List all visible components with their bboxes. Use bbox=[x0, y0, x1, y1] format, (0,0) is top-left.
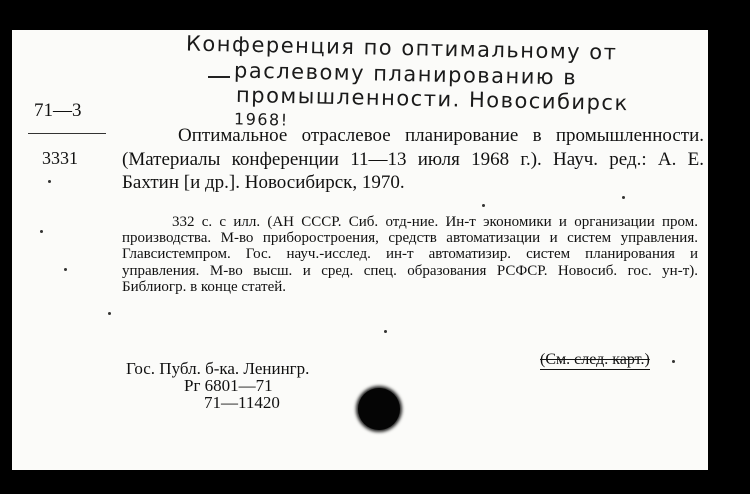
handwritten-note-line-4: 1968! bbox=[233, 109, 289, 130]
physical-description bbox=[122, 214, 698, 295]
speck bbox=[482, 204, 485, 207]
speck bbox=[48, 180, 51, 183]
classification-rule bbox=[28, 133, 106, 134]
classification-code: 71—3 bbox=[34, 100, 82, 121]
speck bbox=[64, 268, 67, 271]
handwritten-note-line-2: раслевому планированию в bbox=[233, 58, 578, 90]
continuation-note: (См. след. карт.) bbox=[540, 351, 650, 368]
handwritten-dash bbox=[208, 76, 230, 78]
speck bbox=[108, 312, 111, 315]
speck bbox=[672, 360, 675, 363]
main-entry bbox=[122, 124, 704, 195]
physical-description-text: 332 с. с илл. (АН СССР. Сиб. отд-ние. Ин-т экономики и организации пром. производства. М-во приборостроения, средств автоматизации и систем управления. Главсистемпром. Гос. науч.-исслед. ин-т автоматизир. систем планирования и управления. М-во высш. и сред. спец. образования РСФСР. Новосиб. гос. ун-т). Библиогр. в конце статей. bbox=[122, 214, 698, 295]
library-stamp bbox=[126, 360, 309, 411]
main-entry-text: Оптимальное отраслевое планирование в промышленности. (Материалы конференции 11—13 июля 1968 г.). Науч. ред.: А. Е. Бахтин [и др.]. Новосибирск, 1970. bbox=[122, 125, 704, 193]
speck bbox=[384, 330, 387, 333]
accession-number: 3331 bbox=[42, 148, 78, 168]
handwritten-note-line-3: промышленности. Новосибирск bbox=[235, 82, 629, 116]
catalog-card bbox=[12, 30, 708, 470]
speck bbox=[622, 196, 625, 199]
library-stamp-line-3: 71—11420 bbox=[204, 393, 280, 412]
handwritten-note-line-1: Конференция по оптимальному от bbox=[185, 31, 618, 65]
speck bbox=[40, 230, 43, 233]
library-stamp-line-1: Гос. Публ. б-ка. Ленингр. bbox=[126, 359, 310, 378]
ink-blot bbox=[358, 388, 400, 430]
library-stamp-line-2: Рг 6801—71 bbox=[184, 376, 273, 395]
